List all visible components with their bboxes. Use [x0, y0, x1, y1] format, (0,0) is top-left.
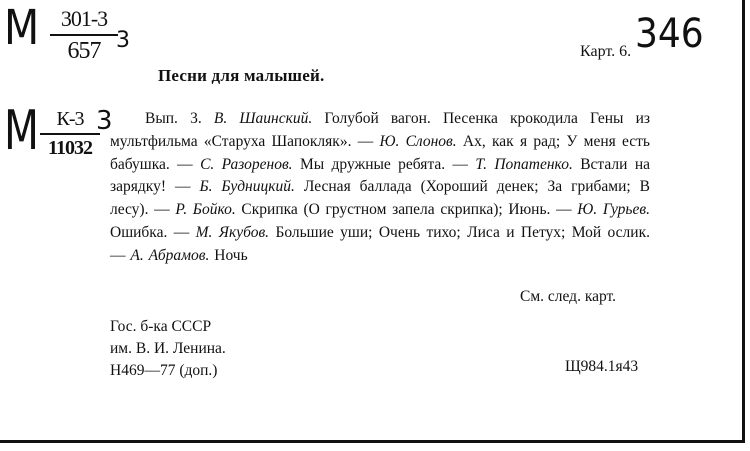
body-text-segment: Встали на зарядку! —: [110, 155, 650, 196]
library-info: [110, 316, 226, 382]
author-name: А. Абрамов.: [130, 246, 210, 264]
classification-code: Щ984.1я43: [565, 358, 639, 375]
body-text-segment: Ах, как я рад; У меня есть бабушка. —: [110, 132, 650, 173]
body-text-segment: Ошибка. —: [110, 223, 196, 241]
shelfmark-numerator-2: К-3: [40, 108, 100, 135]
body-text-segment: Скрипка (О грустном запела скрипка); Июнь. —: [235, 201, 578, 219]
shelfmark-numerator-1: 301-3: [50, 6, 118, 36]
library-line-2: им. В. И. Ленина.: [110, 340, 226, 357]
shelfmark-fraction-2: [40, 108, 100, 160]
library-line-1: Гос. б-ка СССР: [110, 318, 212, 335]
shelfmark-suffix-1: 3: [116, 28, 130, 53]
library-line-3: Н469—77 (доп.): [110, 362, 218, 379]
author-name: С. Разоренов.: [200, 155, 293, 173]
card-title: Песни для малышей.: [158, 66, 325, 85]
author-name: В. Шаинский.: [213, 110, 313, 127]
author-name: Ю. Слонов.: [379, 132, 457, 150]
body-text-segment: Большие уши; Очень тихо; Лиса и Петух; Мой ослик. —: [110, 223, 650, 264]
shelfmark-fraction-1: [50, 6, 118, 65]
shelfmark-suffix-2: 3: [96, 106, 113, 136]
shelfmark-letter-1: М: [4, 0, 40, 56]
shelfmark-denominator-1: 657: [67, 38, 101, 64]
author-name: М. Якубов.: [195, 223, 270, 241]
shelfmark-denominator-2: 11032: [48, 137, 92, 159]
author-name: Ю. Гурьев.: [577, 201, 650, 219]
body-text-segment: Мы дружные ребята. —: [292, 155, 476, 173]
body-text-segment: Лесная баллада (Хороший денек; За грибами; В лесу). —: [110, 178, 651, 219]
card-description: [110, 108, 650, 268]
author-name: Т. Попатенко.: [475, 155, 573, 173]
body-text-segment: Вып. 3.: [145, 110, 214, 127]
body-text-segment: Ночь: [209, 246, 248, 264]
body-text-segment: Голубой вагон. Песенка крокодила Гены из мультфильма «Старуха Шапокляк». —: [110, 110, 650, 150]
author-name: Р. Бойко.: [175, 201, 236, 219]
card-number: 346: [635, 11, 704, 57]
author-name: Б. Будницкий.: [199, 178, 295, 196]
continuation-note: См. след. карт.: [520, 288, 617, 305]
card-label: Карт. 6.: [580, 43, 632, 60]
shelfmark-letter-2: М: [4, 99, 39, 162]
